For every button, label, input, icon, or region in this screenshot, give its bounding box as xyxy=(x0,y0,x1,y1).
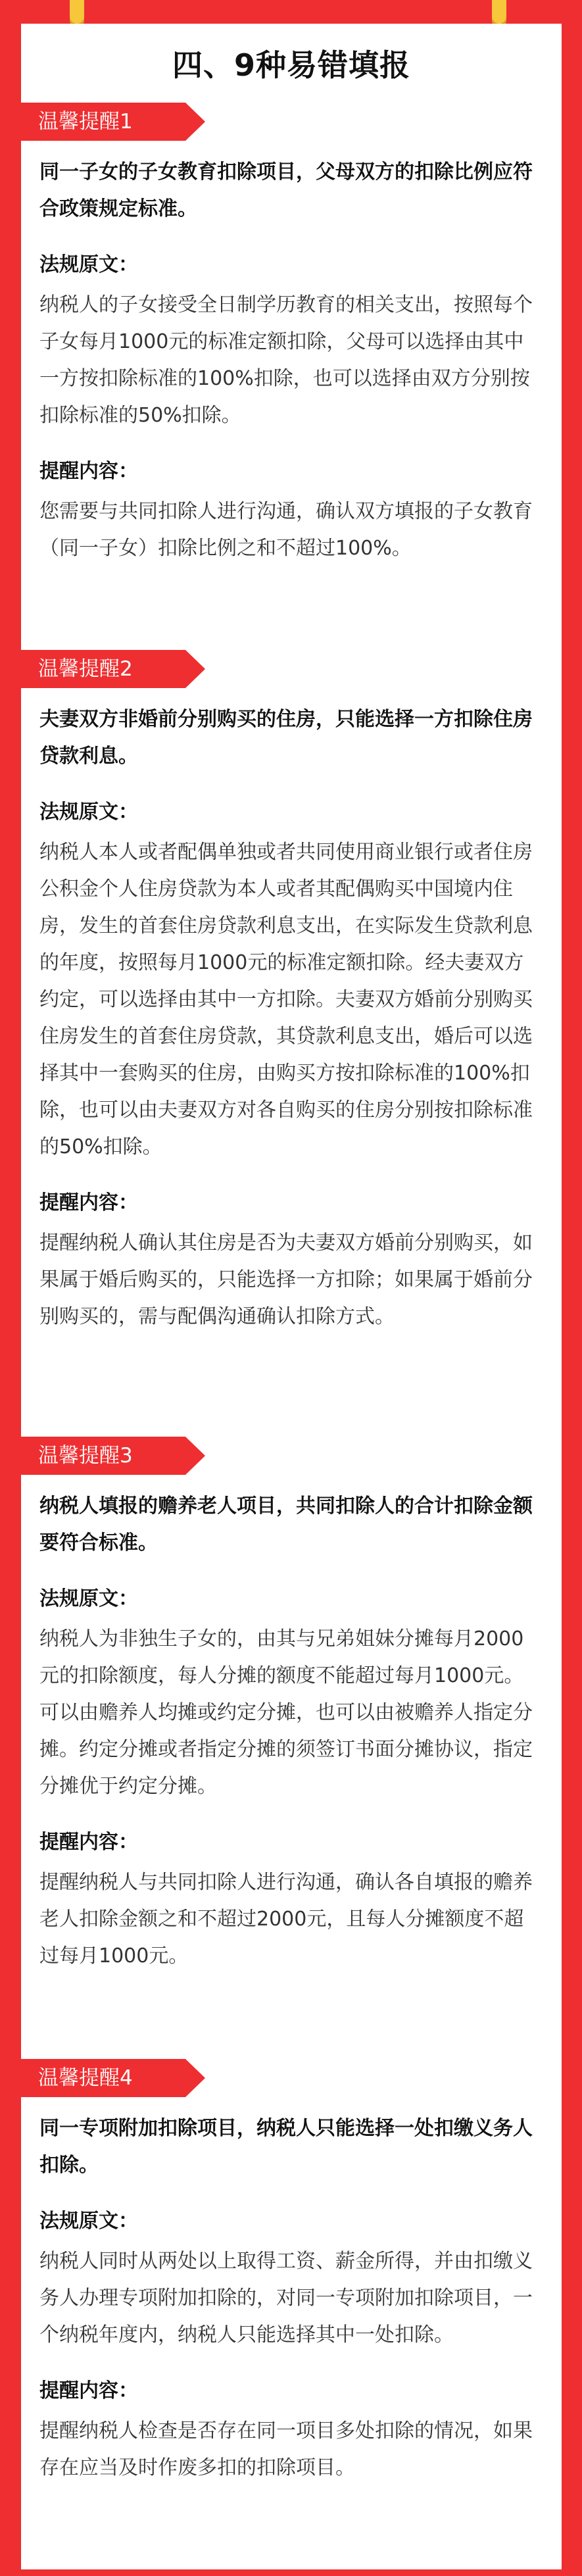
law-label: 法规原文： xyxy=(39,1587,138,1610)
law-label: 法规原文： xyxy=(39,2210,138,2233)
reminder-tag: 温馨提醒2 xyxy=(21,650,185,688)
reminder-section-4 xyxy=(21,2059,562,2487)
tip-text: 您需要与共同扣除人进行沟通，确认双方填报的子女教育（同一子女）扣除比例之和不超过100%。 xyxy=(39,500,533,560)
reminder-heading: 纳税人填报的赡养老人项目，共同扣除人的合计扣除金额要符合标准。 xyxy=(39,1495,533,1554)
law-text: 纳税人的子女接受全日制学历教育的相关支出，按照每个子女每月1000元的标准定额扣除，父母可以选择由其中一方按扣除标准的100%扣除，也可以选择由双方分别按扣除标准的50%扣除。 xyxy=(39,293,533,427)
tip-text: 提醒纳税人与共同扣除人进行沟通，确认各自填报的赡养老人扣除金额之和不超过2000元，且每人分摊额度不超过每月1000元。 xyxy=(39,1871,533,1968)
tip-label: 提醒内容： xyxy=(39,2379,138,2402)
law-text: 纳税人同时从两处以上取得工资、薪金所得，并由扣缴义务人办理专项附加扣除的，对同一专项附加扣除项目，一个纳税年度内，纳税人只能选择其中一处扣除。 xyxy=(39,2250,533,2346)
reminder-section-2 xyxy=(21,650,562,1335)
content-card xyxy=(21,24,562,2569)
tip-label: 提醒内容： xyxy=(39,1831,138,1854)
tip-label: 提醒内容： xyxy=(39,460,138,483)
law-text: 纳税人本人或者配偶单独或者共同使用商业银行或者住房公积金个人住房贷款为本人或者其配偶购买中国境内住房，发生的首套住房贷款利息支出，在实际发生贷款利息的年度，按照每月1000元的标准定额扣除。经夫妻双方约定，可以选择由其中一方扣除。夫妻双方婚前分别购买住房发生的首套住房贷款，其贷款利息支出，婚后可以选择其中一套购买的住房，由购买方按扣除标准的100%扣除，也可以由夫妻双方对各自购买的住房分别按扣除标准的50%扣除。 xyxy=(39,841,533,1158)
reminder-section-3 xyxy=(21,1437,562,1975)
reminder-tag: 温馨提醒3 xyxy=(21,1437,185,1475)
tip-label: 提醒内容： xyxy=(39,1191,138,1214)
reminder-heading: 同一专项附加扣除项目，纳税人只能选择一处扣缴义务人扣除。 xyxy=(39,2117,533,2177)
title-area xyxy=(21,24,562,103)
reminder-section-1 xyxy=(21,103,562,567)
reminder-tag: 温馨提醒1 xyxy=(21,103,185,141)
reminder-heading: 同一子女的子女教育扣除项目，父母双方的扣除比例应符合政策规定标准。 xyxy=(39,161,533,220)
tip-text: 提醒纳税人检查是否存在同一项目多处扣除的情况，如果存在应当及时作废多扣的扣除项目。 xyxy=(39,2419,533,2479)
reminder-heading: 夫妻双方非婚前分别购买的住房，只能选择一方扣除住房贷款利息。 xyxy=(39,708,533,768)
law-text: 纳税人为非独生子女的，由其与兄弟姐妹分摊每月2000元的扣除额度，每人分摊的额度不能超过每月1000元。可以由赡养人均摊或约定分摊，也可以由被赡养人指定分摊。约定分摊或者指定分摊的须签订书面分摊协议，指定分摊优于约定分摊。 xyxy=(39,1627,533,1798)
law-label: 法规原文： xyxy=(39,801,138,824)
page-title: 四、9种易错填报 xyxy=(172,47,410,83)
tip-text: 提醒纳税人确认其住房是否为夫妻双方婚前分别购买，如果属于婚后购买的，只能选择一方扣除；如果属于婚前分别购买的，需与配偶沟通确认扣除方式。 xyxy=(39,1231,533,1328)
law-label: 法规原文： xyxy=(39,253,138,276)
reminder-tag: 温馨提醒4 xyxy=(21,2059,185,2097)
